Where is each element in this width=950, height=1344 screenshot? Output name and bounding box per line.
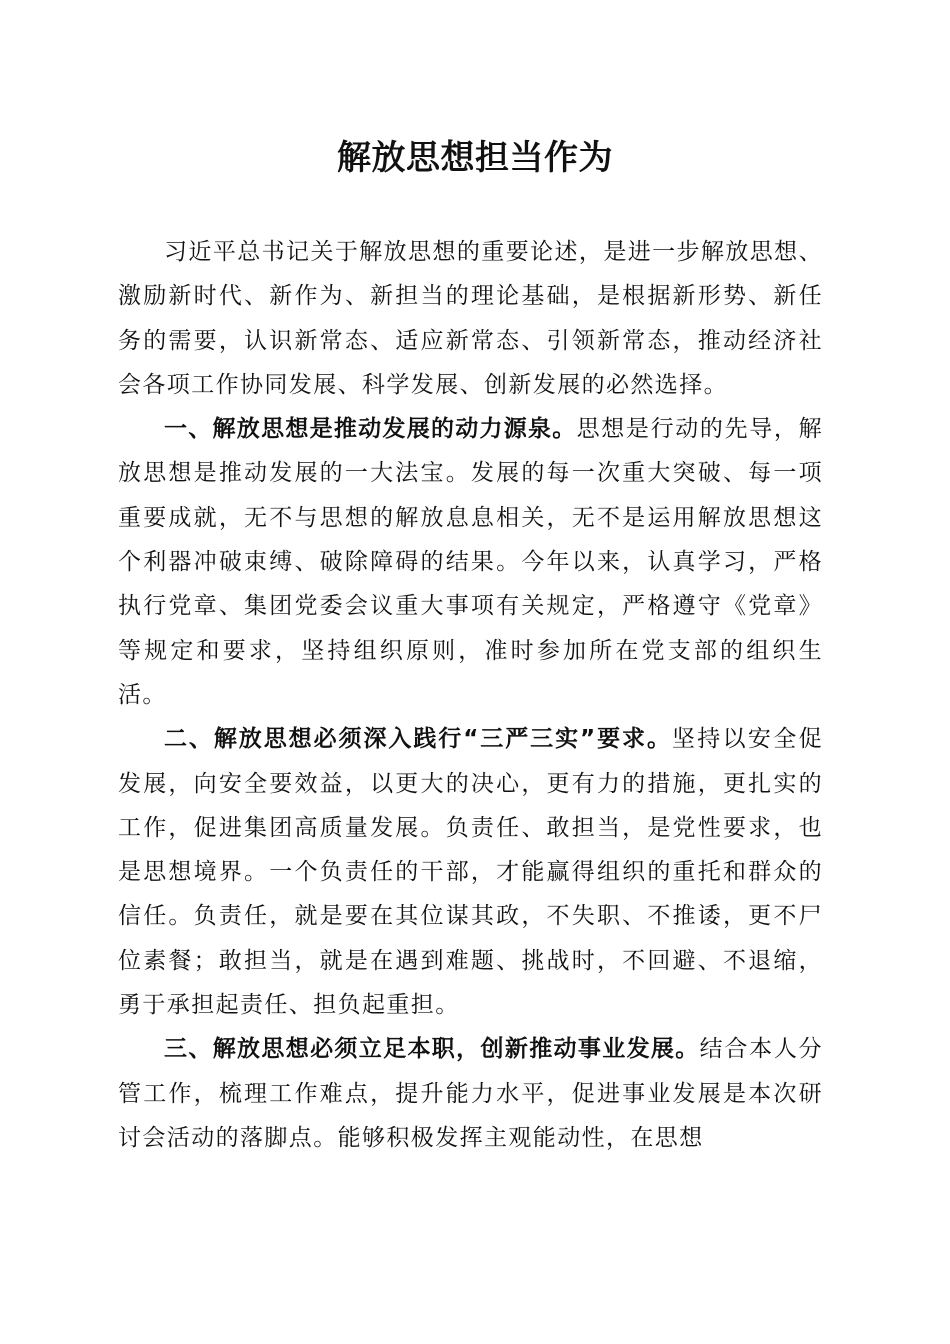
section-heading: 三、解放思想必须立足本职，创新推动事业发展。: [164, 1036, 700, 1063]
paragraph-section-3: [118, 1027, 823, 1160]
document-body: [118, 230, 823, 1160]
paragraph-section-2: [118, 717, 823, 1027]
section-heading: 二、解放思想必须深入践行“三严三实”要求。: [164, 726, 672, 753]
paragraph-text: 结合本人分管工作，梳理工作难点，提升能力水平，促进事业发展是本次研讨会活动的落脚点。能够积极发挥主观能动性，在思想: [118, 1036, 824, 1151]
paragraph-intro: [118, 230, 823, 407]
section-heading: 一、解放思想是推动发展的动力源泉。: [164, 416, 577, 443]
paragraph-text: 坚持以安全促发展，向安全要效益，以更大的决心，更有力的措施，更扎实的工作，促进集团高质量发展。负责任、敢担当，是党性要求，也是思想境界。一个负责任的干部，才能赢得组织的重托和群众的信任。负责任，就是要在其位谋其政，不失职、不推诿，更不尸位素餐；敢担当，就是在遇到难题、挑战时，不回避、不退缩，勇于承担起责任、担负起重担。: [118, 726, 824, 1019]
paragraph-text: 习近平总书记关于解放思想的重要论述，是进一步解放思想、激励新时代、新作为、新担当的理论基础，是根据新形势、新任务的需要，认识新常态、适应新常态、引领新常态，推动经济社会各项工作协同发展、科学发展、创新发展的必然选择。: [118, 239, 823, 398]
paragraph-section-1: [118, 407, 823, 717]
document-title: 解放思想担当作为: [337, 138, 613, 178]
paragraph-text: 思想是行动的先导，解放思想是推动发展的一大法宝。发展的每一次重大突破、每一项重要成就，无不与思想的解放息息相关，无不是运用解放思想这个利器冲破束缚、破除障碍的结果。今年以来，认真学习，严格执行党章、集团党委会议重大事项有关规定，严格遵守《党章》等规定和要求，坚持组织原则，准时参加所在党支部的组织生活。: [118, 416, 824, 708]
